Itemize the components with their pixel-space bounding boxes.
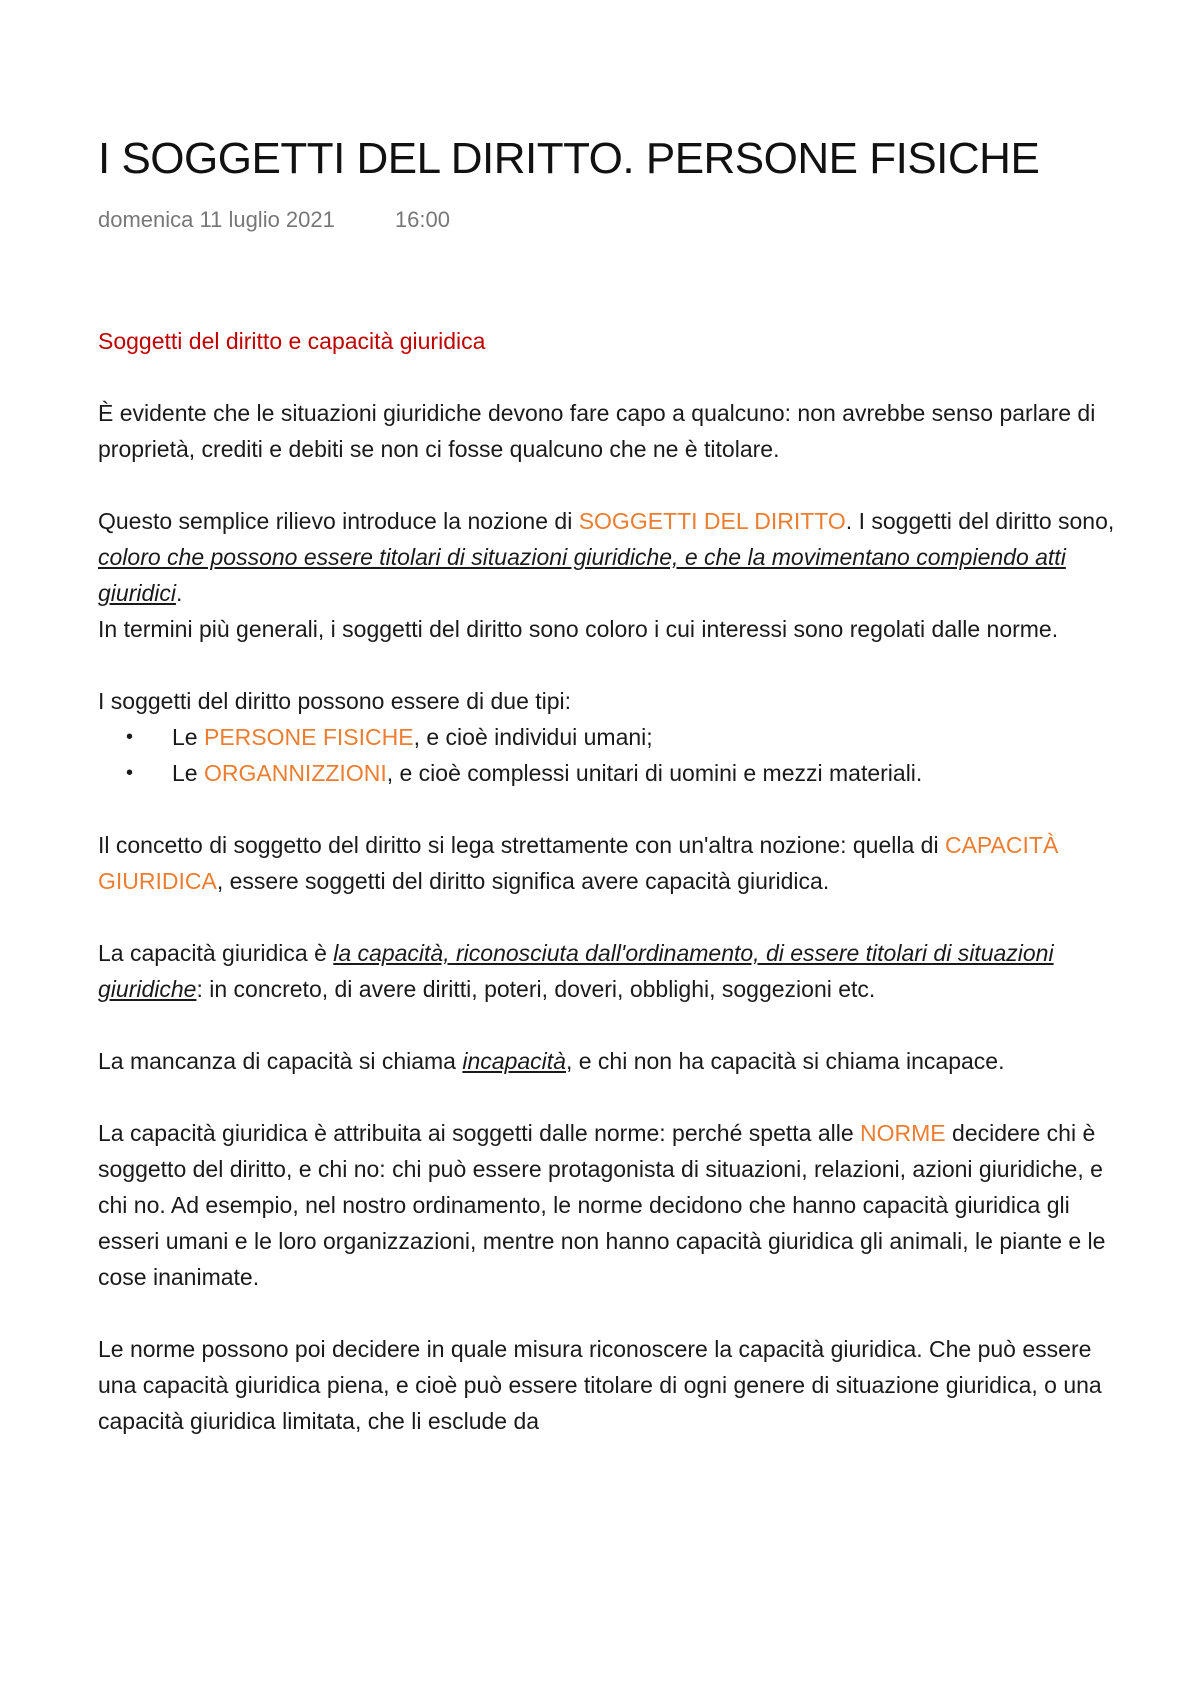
p5-highlight: CAPACITÀ GIURIDICA — [98, 832, 1059, 894]
list-item — [98, 719, 1128, 755]
paragraph-9: Le norme possono poi decidere in quale misura riconoscere la capacità giuridica. Che può essere una capacità giuridica piena, e cioè può essere titolare di ogni genere di situazione giuridica, o una capacità giuridica limitata, che li esclude da — [98, 1336, 1102, 1434]
page-time: 16:00 — [394, 207, 450, 232]
p8-text-a: La capacità giuridica è attribuita ai soggetti dalle norme: perché spetta alle — [98, 1120, 861, 1146]
p7-text-a: La mancanza di capacità si chiama — [98, 1048, 463, 1074]
p8-highlight: NORME — [860, 1120, 946, 1146]
p2-text-c: . I soggetti del diritto sono, — [845, 508, 1115, 534]
page-date: domenica 11 luglio 2021 — [98, 207, 335, 232]
paragraph-3: In termini più generali, i soggetti del diritto sono coloro i cui interessi sono regolati dalle norme. — [98, 616, 1059, 642]
paragraph-8 — [98, 1115, 1128, 1295]
bullet-list — [98, 719, 1128, 791]
p6-text-c: : in concreto, di avere diritti, poteri, doveri, obblighi, soggezioni etc. — [196, 976, 876, 1002]
bullet-icon: • — [126, 726, 134, 748]
paragraph-7 — [98, 1043, 1128, 1079]
p2-text-a: Questo semplice rilievo introduce la nozione di — [98, 508, 579, 534]
p2-definition: coloro che possono essere titolari di situazioni giuridiche, e che la movimentano compiendo atti giuridici — [98, 544, 1066, 606]
list-item — [98, 755, 1128, 791]
section-heading: Soggetti del diritto e capacità giuridica — [98, 328, 486, 354]
p2-text-e: . — [175, 580, 183, 606]
page-meta — [98, 207, 450, 233]
p7-text-c: , e chi non ha capacità si chiama incapace. — [565, 1048, 1005, 1074]
p5-text-a: Il concetto di soggetto del diritto si lega strettamente con un'altra nozione: quella di — [98, 832, 945, 858]
bullet-highlight: PERSONE FISICHE — [203, 724, 414, 750]
p8-text-c: decidere chi è soggetto del diritto, e chi no: chi può essere protagonista di situazioni, relazioni, azioni giuridiche, e chi no. Ad esempio, nel nostro ordinamento, le norme decidono che hanno capacità giuridica gli esseri umani e le loro organizzazioni, mentre non hanno capacità giuridica gli animali, le piante e le cose inanimate. — [98, 1120, 1106, 1290]
p5-text-c: , essere soggetti del diritto significa avere capacità giuridica. — [216, 868, 830, 894]
paragraph-6 — [98, 935, 1128, 1007]
paragraph-4-intro: I soggetti del diritto possono essere di due tipi: — [98, 688, 572, 714]
p6-definition: la capacità, riconosciuta dall'ordinamento, di essere titolari di situazioni giuridiche — [98, 940, 1054, 1002]
p2-highlight: SOGGETTI DEL DIRITTO — [578, 508, 846, 534]
paragraph-5 — [98, 827, 1128, 899]
bullet-post: , e cioè individui umani; — [413, 724, 653, 750]
bullet-pre: Le — [172, 724, 204, 750]
page-title: I SOGGETTI DEL DIRITTO. PERSONE FISICHE — [98, 134, 1040, 183]
page-body — [98, 323, 1128, 1439]
p7-term: incapacità — [462, 1048, 566, 1074]
bullet-highlight: ORGANNIZZIONI — [203, 760, 387, 786]
p6-text-a: La capacità giuridica è — [98, 940, 334, 966]
bullet-pre: Le — [172, 760, 204, 786]
bullet-icon: • — [126, 762, 134, 784]
paragraph-2 — [98, 503, 1128, 611]
bullet-post: , e cioè complessi unitari di uomini e mezzi materiali. — [386, 760, 923, 786]
paragraph-1: È evidente che le situazioni giuridiche devono fare capo a qualcuno: non avrebbe senso parlare di proprietà, crediti e debiti se non ci fosse qualcuno che ne è titolare. — [98, 400, 1096, 462]
